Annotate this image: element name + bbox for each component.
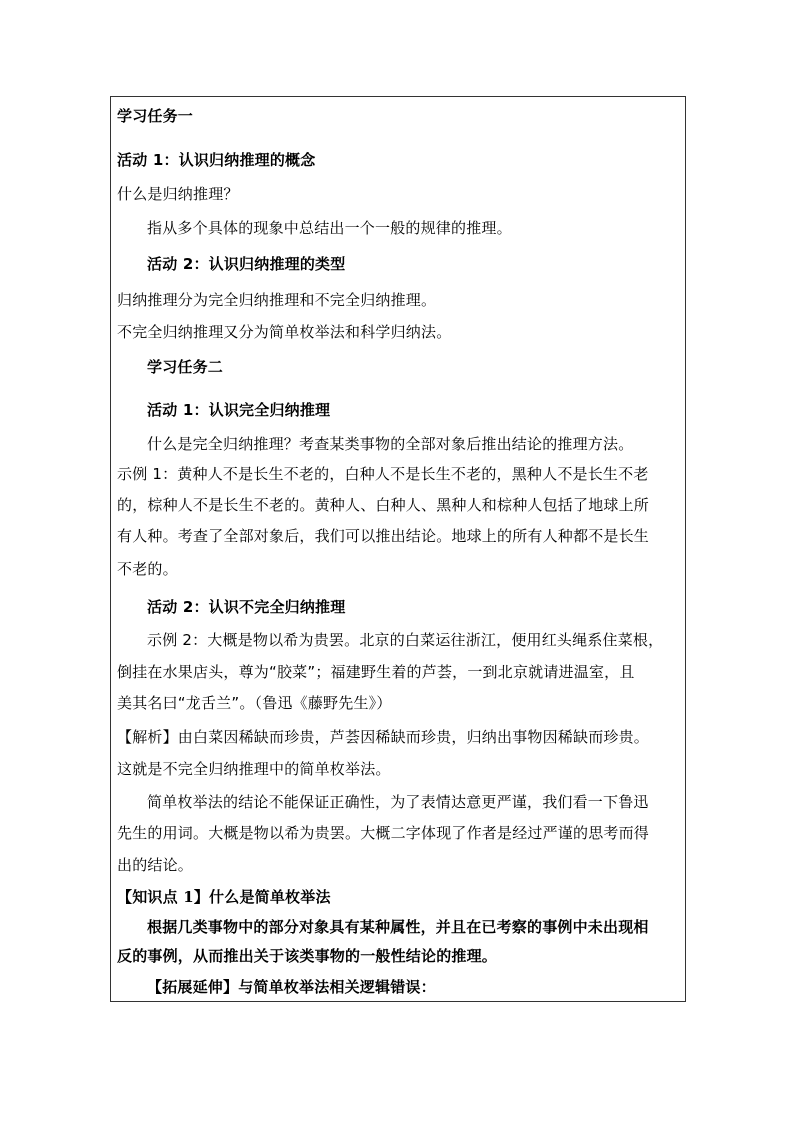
example2-line: 示例 2：大概是物以希为贵罢。北京的白菜运往浙江，便用红头绳系住菜根，	[147, 631, 664, 649]
example1-line: 的，棕种人不是长生不老的。黄种人、白种人、黑种人和棕种人包括了地球上所	[117, 496, 650, 514]
task1-title: 学习任务一	[117, 107, 194, 125]
task2-activity2-title: 活动 2：认识不完全归纳推理	[147, 598, 346, 616]
note-line: 简单枚举法的结论不能保证正确性，为了表情达意更严谨，我们看一下鲁迅	[147, 793, 649, 811]
analysis-line: 这就是不完全归纳推理中的简单枚举法。	[117, 760, 391, 778]
example2-line: 倒挂在水果店头，尊为“胶菜”；福建野生着的芦荟，一到北京就请进温室，且	[117, 663, 635, 681]
knowledge-point-title: 【知识点 1】什么是简单枚举法	[117, 888, 331, 906]
example2-line: 美其名曰“龙舌兰”。（鲁迅《藤野先生》）	[117, 694, 392, 712]
complete-induction-definition: 什么是完全归纳推理？考查某类事物的全部对象后推出结论的推理方法。	[147, 435, 634, 453]
note-line: 先生的用词。大概是物以希为贵罢。大概二字体现了作者是经过严谨的思考而得	[117, 824, 650, 842]
example1-line: 有人种。考查了全部对象后，我们可以推出结论。地球上的所有人种都不是长生	[117, 527, 650, 545]
types-line-1: 归纳推理分为完全归纳推理和不完全归纳推理。	[117, 291, 437, 309]
knowledge-line: 反的事例，从而推出关于该类事物的一般性结论的推理。	[117, 947, 498, 965]
example1-line: 不老的。	[117, 560, 178, 578]
task2-title: 学习任务二	[147, 358, 224, 376]
question1: 什么是归纳推理？	[117, 185, 239, 203]
analysis-line: 【解析】由白菜因稀缺而珍贵，芦荟因稀缺而珍贵，归纳出事物因稀缺而珍贵。	[117, 728, 650, 746]
example1-line: 示例 1：黄种人不是长生不老的，白种人不是长生不老的，黑种人不是长生不老	[117, 465, 649, 483]
answer1: 指从多个具体的现象中总结出一个一般的规律的推理。	[147, 219, 512, 237]
extension-title: 【拓展延伸】与简单枚举法相关逻辑错误：	[147, 978, 436, 996]
activity2-title: 活动 2：认识归纳推理的类型	[147, 255, 346, 273]
note-line: 出的结论。	[117, 856, 194, 874]
activity1-title: 活动 1：认识归纳推理的概念	[117, 151, 316, 169]
task2-activity1-title: 活动 1：认识完全归纳推理	[147, 401, 331, 419]
types-line-2: 不完全归纳推理又分为简单枚举法和科学归纳法。	[117, 323, 452, 341]
knowledge-line: 根据几类事物中的部分对象具有某种属性，并且在已考察的事例中未出现相	[147, 918, 649, 936]
